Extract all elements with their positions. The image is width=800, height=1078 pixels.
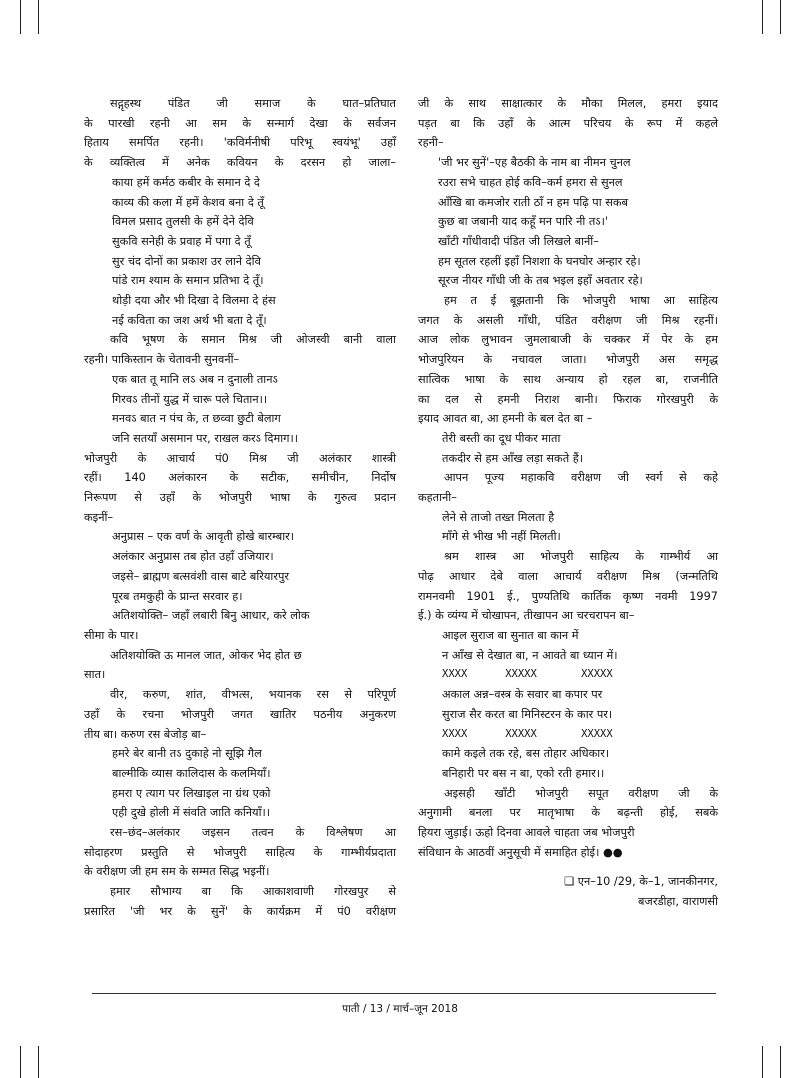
right-column-line: लेने से ताजो तख्त मिलता है — [442, 510, 555, 524]
right-column-line: अनुगामी बनला पर मातृभाषा के बढ़न्ती होई, सबके — [418, 806, 718, 820]
right-column-line: बनिहारी पर बस न बा, एको रती हमार।। — [442, 766, 605, 780]
left-column-line: पांडे राम श्याम के समान प्रतिभा दे तूँ। — [112, 274, 264, 288]
right-column-line: XXXX XXXXX XXXXX — [442, 668, 613, 681]
right-column-line: आज लोक लुभावन जुमलाबाजी के चक्कर में पेर के हम — [418, 333, 718, 347]
left-column-line: वीर, करुण, शांत, वीभत्स, भयानक रस से परिपूर्ण — [110, 688, 396, 702]
left-column-line: नई कविता का जश अर्थ भी बता दे तूँ। — [112, 313, 267, 327]
left-column-line: गिरवऽ तीनों युद्ध में चारू पले चितान।। — [112, 392, 268, 406]
left-column-line: रस–छंद–अलंकार जइसन तत्वन के विश्लेषण आ — [110, 826, 396, 840]
right-column-line — [418, 862, 718, 872]
left-column — [84, 94, 396, 922]
left-column-line: जइसे– ब्राह्मण बत्सवंशी वास बाटे बरियारपुर — [112, 569, 290, 583]
right-column-line: कहतानी– — [418, 491, 457, 505]
crop-mark-top-right-2 — [780, 0, 781, 34]
left-column-line: हमार सौभाग्य बा कि आकाशवाणी गोरखपुर से — [110, 885, 396, 899]
left-column-line: रहीं। 140 अलंकारन के सटीक, समीचीन, निर्दोष — [84, 471, 396, 485]
left-column-line: हमरे बेर बानी तऽ दुकाहे नो सूझि गैल — [112, 747, 262, 761]
left-column-line: कवि भूषण के समान मिश्र जी ओजस्वी बानी वाला — [110, 333, 396, 347]
right-column-line: रहनी– — [418, 136, 444, 150]
crop-mark-bottom-right — [762, 1046, 763, 1078]
left-column-line: सुर चंद दोनों का प्रकाश उर लाने देवि — [112, 254, 261, 268]
right-column-line: सुराज सैर करत बा मिनिस्टरन के कार पर। — [442, 707, 613, 721]
right-column-line: का दल से हमनी निराश बानी। फिराक गोरखपुरी के — [418, 392, 718, 406]
left-column-line: अनुप्रास – एक वर्ण के आवृती होखे बारम्बार। — [112, 530, 295, 544]
right-column-line: इयाद आवत बा, आ हमनी के बल देत बा – — [418, 412, 593, 426]
right-column-line: बजरडीहा, वाराणसी — [637, 895, 718, 909]
right-column-line: कुछ बा जबानी याद कहूँ मन पारि नी तऽ।' — [438, 215, 609, 229]
crop-mark-bottom-left-2 — [38, 1046, 39, 1078]
right-column-line: आइल सुराज बा सुनात बा कान में — [442, 628, 579, 642]
left-column-line: एक बात तू मानि लऽ अब न दुनाली तानऽ — [112, 372, 278, 386]
right-column-line: हम सूतल रहलीं इहाँ निशशा के घनघोर अन्हार रहे। — [438, 254, 641, 268]
left-column-line: भोजपुरी के आचार्य पं0 मिश्र जी अलंकार शास्त्री — [84, 451, 396, 465]
right-column — [418, 94, 718, 912]
right-column-line: न आँख से देखात बा, न आवते बा ध्यान में। — [442, 648, 618, 662]
left-column-line: अतिशयोक्ति ऊ मानल जात, ओकर भेद होत छ — [110, 648, 302, 662]
right-column-line: जी के साथ साक्षात्कार के मौका मिलल, हमरा इयाद — [418, 97, 718, 110]
left-column-line: उहाँ के रचना भोजपुरी जगत खातिर पठनीय अनुकरण — [84, 707, 396, 721]
right-column-line: XXXX XXXXX XXXXX — [442, 727, 613, 740]
left-column-line: सीमा के पार। — [84, 628, 139, 642]
right-column-line: हम त ई बूझतानी कि भोजपुरी भाषा आ साहित्य — [444, 294, 718, 308]
left-column-line: सुकवि सनेही के प्रवाह में पगा दे तूँ — [112, 234, 251, 248]
left-column-line: अतिशयोक्ति– जहाँ लबारी बिनु आधार, करे लोक — [112, 609, 310, 623]
right-column-line: जगत के असली गाँधी, पंडित वरीक्षण जी मिश्र रहनीं। — [418, 313, 718, 327]
right-column-line: आँखि बा कमजोर राती ठाँ न हम पढ़ि पा सकब — [438, 195, 629, 209]
crop-mark-bottom-right-2 — [780, 1046, 781, 1078]
right-column-line: आपन पूज्य महाकवि वरीक्षण जी स्वर्ग से कहे — [444, 471, 718, 485]
left-column-line: सात। — [84, 668, 106, 682]
left-column-line: हमरा ए त्याग पर लिखाइल ना ग्रंथ एको — [112, 786, 271, 800]
page-footer: पाती / 13 / मार्च–जून 2018 — [342, 1003, 458, 1015]
left-column-line: रहनी। पाकिस्तान के चेतावनी सुनवनीं– — [84, 353, 240, 367]
left-column-line: निरूपण से उहाँ के भोजपुरी भाषा के गुरुत्व प्रदान — [84, 491, 396, 505]
left-column-line: के व्यक्तित्व में अनेक कवियन के दरसन हो जाला– — [84, 156, 396, 170]
left-column-line: काया हमें कर्मठ कबीर के समान दे दे — [112, 175, 260, 189]
left-column-line: हिताय समर्पित रहनी। 'कविर्मनीषी परिभू स्वयंभू' उहाँ — [84, 136, 396, 150]
right-column-line: भोजपुरियन के नचावल जाता। भोजपुरी अस समृद्ध — [418, 353, 718, 367]
crop-mark-bottom-left — [20, 1046, 21, 1078]
footer-divider — [92, 993, 716, 994]
left-column-line: बाल्मीकि व्यास कालिदास के कलमियाँ। — [112, 766, 271, 780]
right-column-line: रउरा सभे चाहत होई कवि–कर्म हमरा से सुनल — [438, 175, 623, 189]
right-column-line: तकदीर से हम आँख लड़ा सकते हैं। — [442, 451, 584, 465]
crop-mark-top-left — [20, 0, 21, 34]
right-column-line: पोढ़ आधार देबे वाला आचार्य वरीक्षण मिश्र (जन्मतिथि — [418, 569, 718, 583]
right-column-line: रामनवमी 1901 ई., पुण्यतिथि कार्तिक कृष्ण नवमी 1997 — [418, 589, 718, 603]
left-column-line: अलंकार अनुप्रास तब होत उहाँ उजियार। — [112, 550, 274, 564]
left-column-line: काव्य की कला में हमें केशव बना दे तूँ — [112, 195, 264, 209]
left-column-line: तीय बा। करुण रस बेजोड़ बा– — [84, 727, 207, 741]
right-column-line: पड़त बा कि उहाँ के आत्म परिचय के रूप में कहले — [418, 116, 718, 130]
right-column-line: माँगे से भीख भी नहीं मिलती। — [442, 530, 561, 544]
left-column-line: के वरीक्षण जी हम सम के सम्मत सिद्ध भइनीं। — [84, 865, 270, 879]
right-column-line: तेरी बस्ती का दूध पीकर माता — [442, 431, 561, 445]
right-column-line: हियरा जुड़ाई। ऊहो दिनवा आवले चाहता जब भोजपुरी — [418, 826, 635, 840]
right-column-line: सूरज नीयर गाँधी जी के तब भइल इहाँ अवतार रहे। — [438, 274, 643, 288]
left-column-line: प्रसारित 'जी भर के सुनें' के कार्यक्रम में पं0 वरीक्षण — [84, 904, 396, 918]
right-column-line: कामे कइले तक रहे, बस तोहार अधिकार। — [442, 747, 610, 761]
left-column-line: के पारखी रहनी आ सम के सन्मार्ग देखा के सर्वजन — [84, 116, 396, 130]
right-column-line: श्रम शास्त्र आ भोजपुरी साहित्य के गाम्भीर्य आ — [444, 550, 718, 564]
right-column-line: ई.) के व्यंग्य में चोखापन, तीखापन आ चरचरापन बा– — [418, 609, 635, 623]
left-column-line: विमल प्रसाद तुलसी के हमें देने देवि — [112, 215, 254, 229]
crop-mark-top-left-2 — [38, 0, 39, 34]
left-column-line: पूरब तमकुही के प्रान्त सरवार ह। — [112, 589, 243, 603]
left-column-line: सोदाहरण प्रस्तुति से भोजपुरी साहित्य के गाम्भीर्यप्रदाता — [84, 845, 396, 859]
left-column-line: जनि सतयाँ असमान पर, राखल करऽ दिमाग।। — [112, 431, 299, 445]
right-column-line: अइसही खाँटी भोजपुरी सपूत वरीक्षण जी के — [444, 786, 718, 800]
left-column-line: मनवऽ बात न पंच के, त छव्वा छुटी बेलाग — [112, 412, 281, 426]
right-column-line: संविधान के आठवीं अनुसूची में समाहित होई। ●● — [418, 845, 623, 859]
crop-mark-top-right — [762, 0, 763, 34]
right-column-line: सात्विक भाषा के साथ अन्याय हो रहल बा, राजनीति — [418, 372, 718, 386]
left-column-line: एही दुखे होली में संवति जाति कनियाँ।। — [112, 806, 271, 820]
right-column-line: ❑ एन–10 /29, के–1, जानकीनगर, — [564, 875, 718, 889]
right-column-line: अकाल अन्न–वस्त्र के सवार बा कपार पर — [442, 688, 603, 702]
left-column-line: थोड़ी दया और भी दिखा दे विलमा दे हंस — [112, 294, 276, 308]
left-column-line: सद्गृहस्थ पंडित जी समाज के घात–प्रतिघात — [110, 97, 396, 110]
left-column-line: कइनीं– — [84, 510, 114, 524]
right-column-line: 'जी भर सुनें'–एह बैठकी के नाम बा नीमन चुनल — [438, 156, 631, 170]
right-column-line: खाँटी गाँधीवादी पंडित जी लिखले बानीं– — [438, 234, 599, 248]
